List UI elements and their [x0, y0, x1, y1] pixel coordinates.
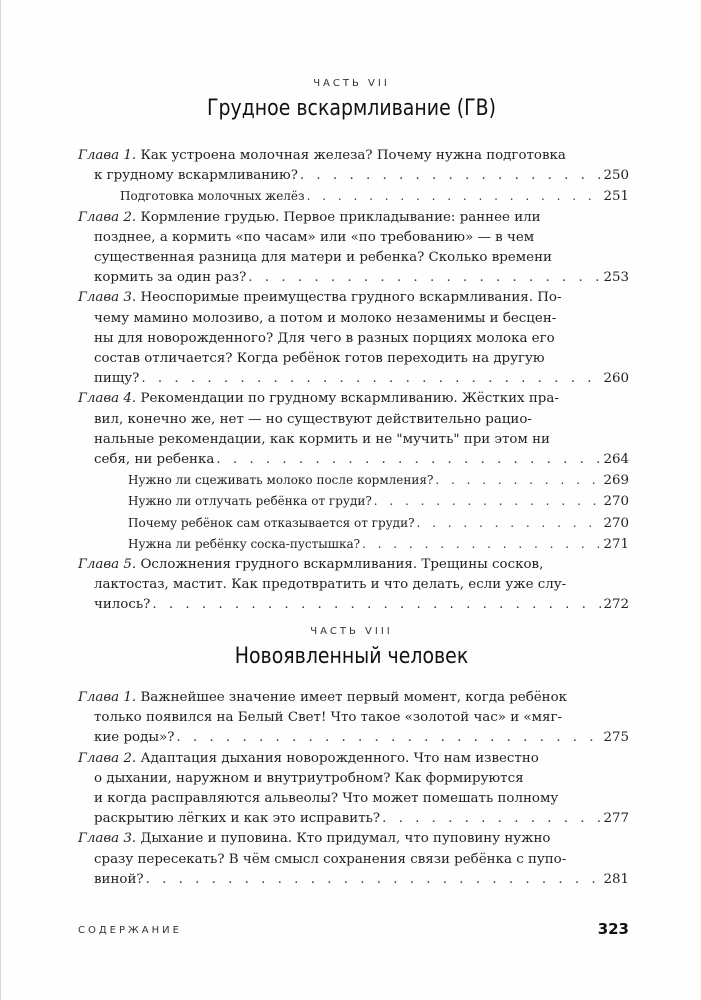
toc-entry[interactable]: Глава 5. Осложнения грудного вскармливания. Трещины сосков, лактостаз, мастит. Как предотвратить и что делать, если уже слу- чилось? . . . 272 [78, 555, 629, 616]
dot-leader [435, 470, 601, 490]
chapter-number: Глава 5. [78, 557, 137, 573]
dot-leader [417, 513, 602, 533]
page-number: 251 [603, 189, 629, 205]
dot-leader [216, 450, 601, 470]
page-number: 253 [603, 270, 629, 286]
page-number: 270 [603, 494, 629, 510]
dot-leader [248, 268, 601, 288]
dot-leader [141, 369, 601, 389]
dot-leader [382, 809, 601, 829]
page-number: 264 [603, 452, 629, 468]
page-number: 269 [603, 473, 629, 489]
toc-entry[interactable]: Глава 2. Адаптация дыхания новорожденного. Что нам известно о дыхании, наружном и внутриутробном? Как формируются и когда расправляются альвеолы? Что может помешать полному раскрытию лёгких и как это исправить? . . . 277 [78, 749, 629, 830]
part-8-label: ЧАСТЬ VIII [310, 626, 393, 637]
dot-leader [152, 595, 601, 615]
page-number: 275 [603, 730, 629, 746]
page-number: 271 [603, 536, 629, 552]
part-7-toc [78, 146, 629, 616]
dot-leader [146, 870, 602, 890]
toc-entry[interactable]: Глава 3. Неоспоримые преимущества грудного вскармливания. По- чему мамино молозиво, а потом и молоко незаменимы и бесцен- ны для новорожденного? Для чего в разных порциях молока его состав отличается? Когда ребёнок готов переходить на другую пищу? . . . 260 [78, 288, 629, 389]
dot-leader [176, 728, 601, 748]
toc-subentry[interactable]: Нужна ли ребёнку соска-пустышка? . . . 271 [78, 534, 629, 555]
page-number: 270 [603, 515, 629, 531]
toc-entry-text: Глава 1. Как устроена молочная железа? Почему нужна подготовка [78, 148, 566, 163]
toc-subentry[interactable]: Почему ребёнок сам отказывается от груди? . . . 270 [78, 513, 629, 534]
page-number: 272 [603, 597, 629, 613]
chapter-number: Глава 3. [78, 290, 137, 306]
page-number: 277 [603, 811, 629, 827]
page-number: 260 [603, 371, 629, 387]
chapter-number: Глава 4. [78, 391, 137, 407]
toc-subentry[interactable]: Подготовка молочных желёз . . . 251 [78, 186, 629, 207]
chapter-number: Глава 1. [78, 690, 137, 705]
folio-page-number: 323 [597, 920, 629, 938]
part-8-title: Новоявленный человек [234, 644, 469, 669]
page-number: 281 [603, 871, 629, 887]
toc-subentry[interactable]: Нужно ли отлучать ребёнка от груди? . . . 270 [78, 491, 629, 512]
toc-entry[interactable]: Глава 4. Рекомендации по грудному вскармливанию. Жёстких пра- вил, конечно же, нет — но существуют действительно рацио- нальные рекомендации, как кормить и не "мучить" при этом ни себя, ни ребенка . . . 264 [78, 389, 629, 470]
page-number: 250 [603, 168, 629, 184]
running-footer-section: СОДЕРЖАНИЕ [78, 925, 182, 936]
chapter-number: Глава 1. [78, 148, 137, 163]
part-7-title: Грудное вскармливание (ГВ) [206, 96, 497, 121]
toc-entry[interactable]: Глава 2. Кормление грудью. Первое прикладывание: раннее или позднее, а кормить «по часам» или «по требованию» — в чем существенная разница для матери и ребенка? Сколько времени кормить за один раз? . . . 253 [78, 208, 629, 289]
part-7-label: ЧАСТЬ VII [313, 78, 390, 89]
toc-subentry[interactable]: Нужно ли сцеживать молоко после кормления? . . . 269 [78, 470, 629, 491]
toc-entry[interactable]: Глава 1. Как устроена молочная железа? Почему нужна подготовка к грудному вскармливанию? . . . 250 [78, 146, 629, 186]
chapter-number: Глава 2. [78, 750, 137, 766]
dot-leader [374, 491, 602, 511]
dot-leader [300, 166, 602, 186]
toc-entry[interactable]: Глава 1. Важнейшее значение имеет первый момент, когда ребёнок только появился на Белый Свет! Что такое «золотой час» и «мяг- кие роды»? . . . 275 [78, 688, 629, 749]
chapter-number: Глава 3. [78, 831, 137, 847]
dot-leader [362, 534, 601, 554]
dot-leader [307, 186, 602, 206]
toc-entry[interactable]: Глава 3. Дыхание и пуповина. Кто придумал, что пуповину нужно сразу пересекать? В чём смысл сохранения связи ребёнка с пупо- виной? . . . 281 [78, 829, 629, 890]
part-8-toc [78, 688, 629, 890]
chapter-number: Глава 2. [78, 209, 137, 225]
